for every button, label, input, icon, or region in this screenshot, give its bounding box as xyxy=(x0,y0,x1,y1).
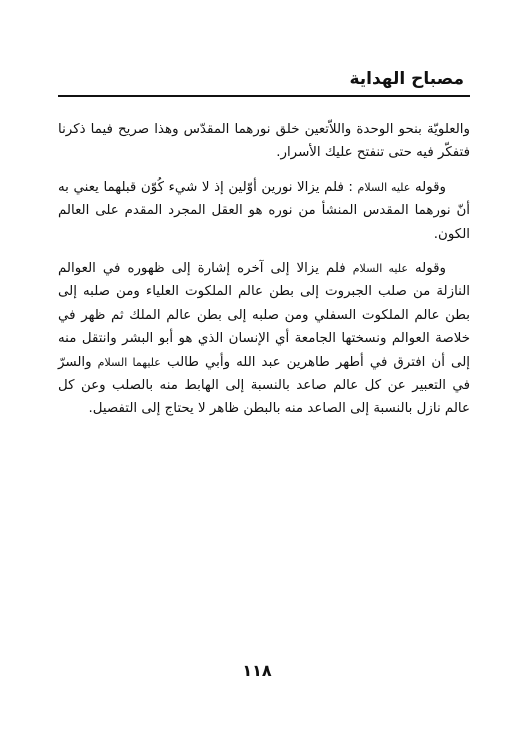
honorific-glyph: عليهما السلام xyxy=(97,355,161,369)
paragraph-3 xyxy=(58,257,470,421)
header-rule xyxy=(58,95,470,97)
honorific-glyph: عليه السلام xyxy=(352,262,408,276)
page-number: ١١٨ xyxy=(242,661,272,680)
paragraph-3-text-continued: والسرّ في التعبير عن كل عالم صاعد بالنسبة إلى الهابط منه بالصلب وعن كل عالم نازل بالنسبة إلى الصاعد منه بالبطن ظاهر لا يحتاج إلى التفصيل. xyxy=(58,354,470,417)
paragraph-3-text: فلم يزالا إلى آخره إشارة إلى ظهوره في العوالم النازلة من صلب الجبروت إلى بطن عالم الملكوت العلياء ومن صلبه إلى بطن عالم الملكوت السفلي ومن صلبه إلى بطن عالم الملك ثم ظهر في خلاصة العوالم ونسختها الجامعة أي الإنسان الذي هو أبو البشر وانتقل منه إلى أن افترق في أطهر طاهرين عبد الله وأبي طالب xyxy=(58,261,470,370)
paragraph-2-text: : فلم يزالا نورين أوّلين إذ لا شيء كُوّن قبلهما يعني به أنّ نورهما المقدس المنشأ من نوره هو العقل المجرد المقدم على العالم الكون. xyxy=(58,179,470,242)
honorific-glyph: عليه السلام xyxy=(357,180,411,194)
paragraph-1-text: والعلويّة بنحو الوحدة واللاّتعين خلق نورهما المقدّس وهذا صريح فيما ذكرنا فتفكّر فيه حتى تنفتح عليك الأسرار. xyxy=(58,122,470,161)
body-text xyxy=(58,118,470,421)
paragraph-2 xyxy=(58,176,470,246)
running-title: مصباح الهداية xyxy=(349,69,464,89)
paragraph-3-lead: وقوله xyxy=(414,261,447,277)
paragraph-2-lead: وقوله xyxy=(414,179,447,195)
running-header xyxy=(58,68,470,98)
paragraph-1 xyxy=(58,118,470,165)
